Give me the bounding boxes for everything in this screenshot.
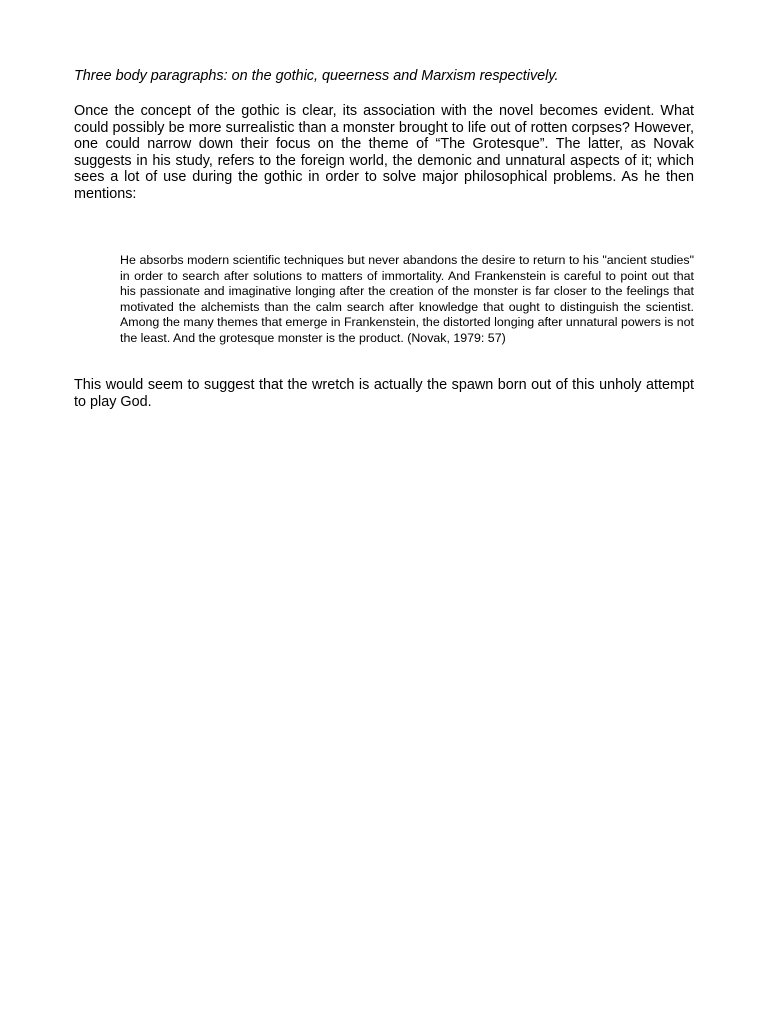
section-heading: Three body paragraphs: on the gothic, queerness and Marxism respectively. (74, 68, 559, 84)
body-paragraph-1: Once the concept of the gothic is clear, its association with the novel becomes evident. What could possibly be more surrealistic than a monster brought to life out of rotten corpses? However, one could narrow down their focus on the theme of “The Grotesque”. The latter, as Novak suggests in his study, refers to the foreign world, the demonic and unnatural aspects of it; which sees a lot of use during the gothic in order to solve major philosophical problems. As he then mentions: (74, 103, 694, 202)
block-quote: He absorbs modern scientific techniques but never abandons the desire to return to his "ancient studies" in order to search after solutions to matters of immortality. And Frankenstein is careful to point out that his passionate and imaginative longing after the creation of the monster is far closer to the feelings that motivated the alchemists than the calm search after knowledge that ought to distinguish the scientist. Among the many themes that emerge in Frankenstein, the distorted longing after unnatural powers is not the least. And the grotesque monster is the product. (Novak, 1979: 57) (120, 253, 694, 345)
body-paragraph-2: This would seem to suggest that the wretch is actually the spawn born out of this unholy attempt to play God. (74, 377, 694, 410)
